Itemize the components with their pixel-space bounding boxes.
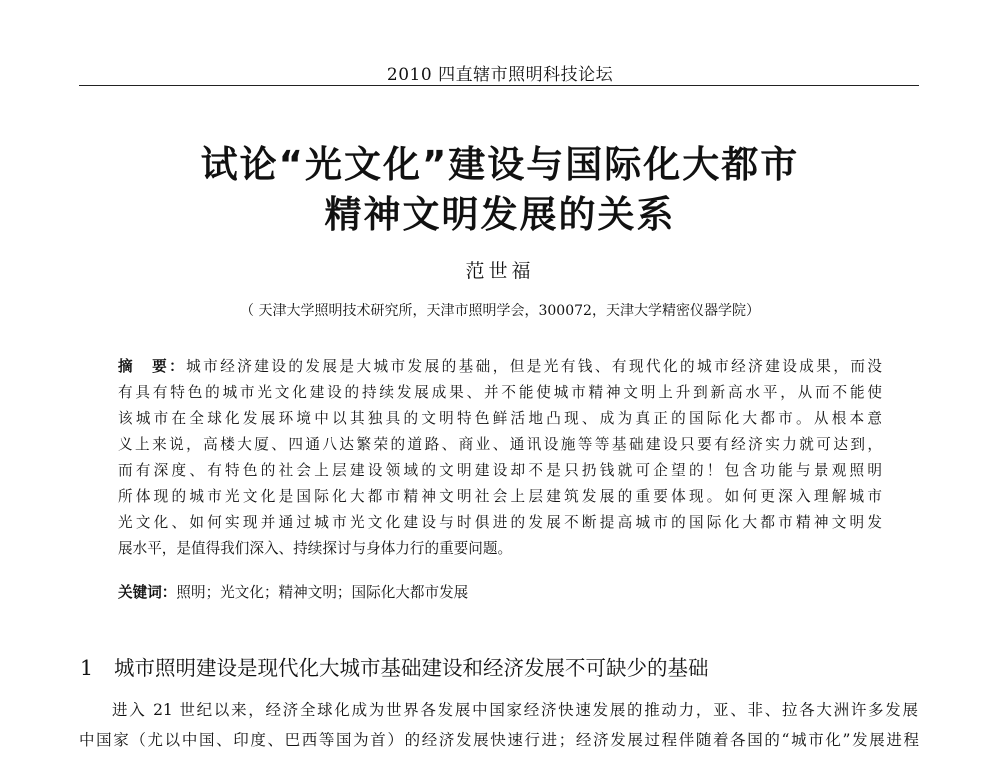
paper-title-line-2: 精神文明发展的关系 (324, 193, 676, 236)
section-heading (80, 653, 709, 683)
abstract-line-6: 所体现的城市光文化是国际化大都市精神文明社会上层建筑发展的重要体现。如何更深入理解城市 (118, 488, 882, 505)
section-number: 1 (80, 656, 94, 680)
abstract-line-4: 义上来说，高楼大厦、四通八达繁荣的道路、商业、通讯设施等等基础建设只要有经济实力就可达到， (118, 436, 882, 453)
author-affiliation: （ 天津大学照明技术研究所，天津市照明学会，300072，天津大学精密仪器学院） (240, 303, 760, 319)
author-name: 范世福 (465, 260, 535, 282)
abstract-line-2: 有具有特色的城市光文化建设的持续发展成果、并不能使城市精神文明上升到新高水平，从而不能使 (118, 384, 882, 401)
keywords-text: 照明；光文化；精神文明；国际化大都市发展 (176, 584, 469, 601)
abstract-line-5: 而有深度、有特色的社会上层建设领域的文明建设却不是只扔钱就可企望的！包含功能与景观照明 (118, 462, 882, 479)
abstract-line-8: 展水平，是值得我们深入、持续探讨与身体力行的重要问题。 (118, 540, 513, 557)
abstract-text: 城市经济建设的发展是大城市发展的基础，但是光有钱、有现代化的城市经济建设成果，而没 (186, 358, 882, 375)
header-rule (79, 85, 919, 86)
running-head: 2010 四直辖市照明科技论坛 (386, 65, 614, 85)
keywords-label: 关键词： (118, 584, 177, 601)
abstract-line-7: 光文化、如何实现并通过城市光文化建设与时俱进的发展不断提高城市的国际化大都市精神文明发 (118, 514, 882, 531)
body-line-1: 进入 21 世纪以来，经济全球化成为世界各发展中国家经济快速发展的推动力，亚、非、拉各大洲许多发展 (112, 701, 918, 719)
paper-title-line-1: 试论“光文化”建设与国际化大都市 (200, 143, 800, 186)
body-line-2: 中国家（尤以中国、印度、巴西等国为首）的经济发展快速行进；经济发展过程伴随着各国的“城市化”发展进程 (79, 731, 919, 749)
abstract-label: 摘 要： (118, 358, 187, 375)
keywords (118, 580, 468, 606)
section-title: 城市照明建设是现代化大城市基础建设和经济发展不可缺少的基础 (114, 656, 709, 680)
abstract-line-1 (118, 354, 882, 380)
abstract-line-3: 该城市在全球化发展环境中以其独具的文明特色鲜活地凸现、成为真正的国际化大都市。从根本意 (118, 410, 882, 427)
